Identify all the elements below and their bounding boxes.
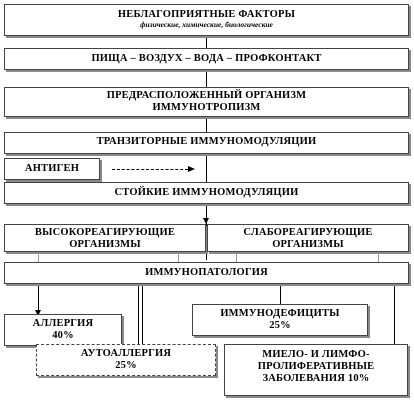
low-reacting-line2: ОРГАНИЗМЫ [272, 239, 344, 251]
immunopathology-label: ИММУНОПАТОЛОГИЯ [145, 267, 268, 278]
connector-factors-contacts [206, 36, 207, 48]
high-reacting-box [4, 224, 206, 252]
allergy-label: АЛЛЕРГИЯ [32, 318, 94, 329]
connector-to-immunodeficiency [280, 284, 281, 304]
autoallergy-label: АУТОАЛЛЕРГИЯ [80, 348, 172, 359]
high-reacting-line1: ВЫСОКОРЕАГИРУЮЩИЕ [34, 227, 176, 238]
antigen-box [4, 158, 100, 180]
low-reacting-box [207, 224, 409, 252]
lymphoproliferative-line2: ПРОЛИФЕРАТИВНЫЕ [257, 361, 375, 373]
connector-contacts-predisposed [206, 70, 207, 87]
transitory-label: ТРАНЗИТОРНЫЕ ИММУНОМОДУЛЯЦИИ [96, 136, 317, 147]
high-reacting-line2: ОРГАНИЗМЫ [69, 239, 141, 251]
connector-transitory-stable [206, 152, 207, 182]
contacts-label: ПИЩА – ВОЗДУХ – ВОДА – ПРОФКОНТАКТ [91, 53, 322, 64]
adverse-factors-subtitle: физические, химические, биологические [140, 20, 273, 30]
autoallergy-box [36, 344, 216, 376]
predisposed-line2: ИММУНОТРОПИЗМ [152, 102, 261, 114]
antigen-arrow-head [188, 166, 195, 172]
allergy-box [4, 314, 122, 346]
stable-box [4, 182, 409, 204]
immunodeficiency-box [192, 304, 368, 336]
adverse-factors-title: НЕБЛАГОПРИЯТНЫЕ ФАКТОРЫ [117, 9, 296, 20]
predisposed-box [4, 87, 409, 117]
connector-predisposed-transitory [206, 117, 207, 132]
low-reacting-line1: СЛАБОРЕАГИРУЮЩИЕ [243, 227, 373, 238]
allergy-value: 40% [52, 330, 74, 342]
lymphoproliferative-line3: ЗАБОЛЕВАНИЯ 10% [262, 373, 370, 385]
immunodeficiency-label: ИММУНОДЕФИЦИТЫ [220, 308, 340, 319]
immunodeficiency-value: 25% [269, 320, 291, 332]
antigen-label: АНТИГЕН [24, 163, 80, 174]
immunopathology-box [4, 262, 409, 284]
autoallergy-value: 25% [115, 360, 137, 372]
lymphoproliferative-box [224, 344, 408, 396]
antigen-arrow-line [112, 169, 188, 170]
contacts-box [4, 48, 409, 70]
adverse-factors-box [4, 4, 409, 36]
predisposed-line1: ПРЕДРАСПОЛОЖЕННЫЙ ОРГАНИЗМ [106, 90, 307, 101]
lymphoproliferative-line1: МИЕЛО- И ЛИМФО- [262, 349, 370, 360]
stable-label: СТОЙКИЕ ИММУНОМОДУЛЯЦИИ [114, 187, 299, 198]
transitory-box [4, 132, 409, 154]
